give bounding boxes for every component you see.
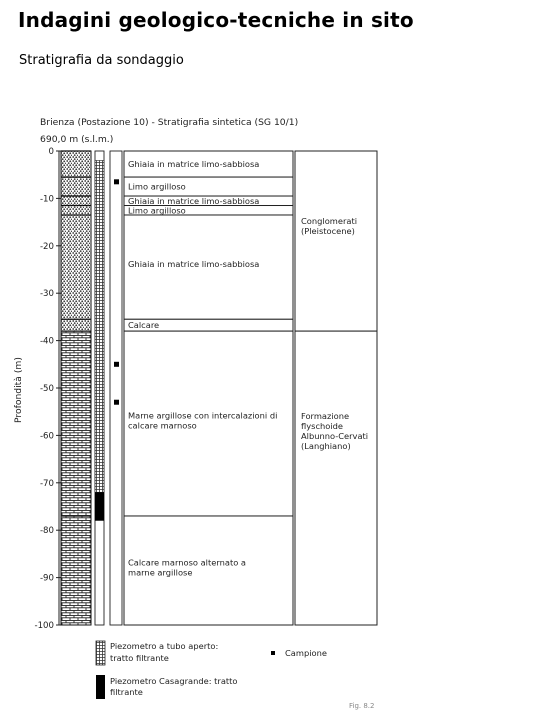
page-subtitle: Stratigrafia da sondaggio [19,53,184,68]
legend-open-tube-line2: tratto filtrante [110,653,169,663]
formation-descriptions [295,151,377,625]
layer-label: Limo argilloso [128,181,186,192]
layer-label: Calcare [128,320,160,331]
depth-axis-label: Profondità (m) [13,357,24,423]
depth-tick-label: -60 [39,431,54,442]
layer-label: marne argillose [128,567,193,578]
layer-label: Ghiaia in matrice limo-sabbiosa [128,195,260,206]
legend-casagrande-line1: Piezometro Casagrande: tratto [110,676,238,686]
legend-casagrande-line2: filtrante [110,687,143,697]
depth-tick-label: -70 [39,478,54,489]
figure-code: Fig. 8.2 [349,702,375,710]
formation-label: Albunno-Cervati [301,431,369,442]
sample-marker [114,179,119,184]
legend-casagrande-swatch [96,675,105,699]
sample-marker [114,362,119,367]
depth-tick-label: -30 [39,289,54,300]
depth-tick-label: -80 [39,526,54,537]
legend-open-tube-swatch [96,641,105,665]
depth-tick-label: -100 [34,621,54,631]
layer-label: Limo argilloso [128,205,186,216]
piezometer-casagrande-filter [95,492,104,520]
formation-label: Conglomerati [301,216,358,226]
depth-tick-label: 0 [48,147,54,157]
layer-label: Marne argillose con intercalazioni di [128,410,278,421]
lithology-marl-fill [61,331,91,625]
piezometer-column [95,151,104,625]
legend-sample-swatch [271,651,275,655]
layer-descriptions [124,151,293,625]
layer-label: calcare marnoso [128,420,197,431]
lithology-gravel-fill [61,151,91,331]
depth-tick-label: -20 [39,241,54,252]
sample-markers [110,151,122,625]
depth-tick-label: -50 [39,384,54,394]
formation-label: (Langhiano) [301,441,351,452]
legend-sample-label: Campione [285,648,327,658]
legend [96,641,327,699]
formation-label: flyschoide [301,421,344,432]
depth-tick-label: -90 [39,573,54,584]
depth-ticks [34,147,62,631]
piezometer-open-filter [95,160,104,492]
page-title: Indagini geologico-tecniche in sito [18,8,414,32]
depth-tick-label: -40 [39,336,54,347]
depth-tick-label: -10 [39,194,54,205]
figure-heading: Brienza (Postazione 10) - Stratigrafia sintetica (SG 10/1) [40,117,299,128]
formation-label: Formazione [301,411,350,422]
formation-box [295,331,377,625]
formation-box [295,151,377,331]
formation-label: (Pleistocene) [301,226,355,236]
layer-label: Ghiaia in matrice limo-sabbiosa [128,159,260,170]
layer-label: Calcare marnoso alternato a [128,557,247,568]
elevation-label: 690,0 m (s.l.m.) [40,134,114,145]
layer-label: Ghiaia in matrice limo-sabbiosa [128,259,260,270]
lithology-column [61,151,91,625]
sample-column [110,151,122,625]
legend-open-tube-line1: Piezometro a tubo aperto: [110,641,219,651]
sample-marker [114,400,119,405]
